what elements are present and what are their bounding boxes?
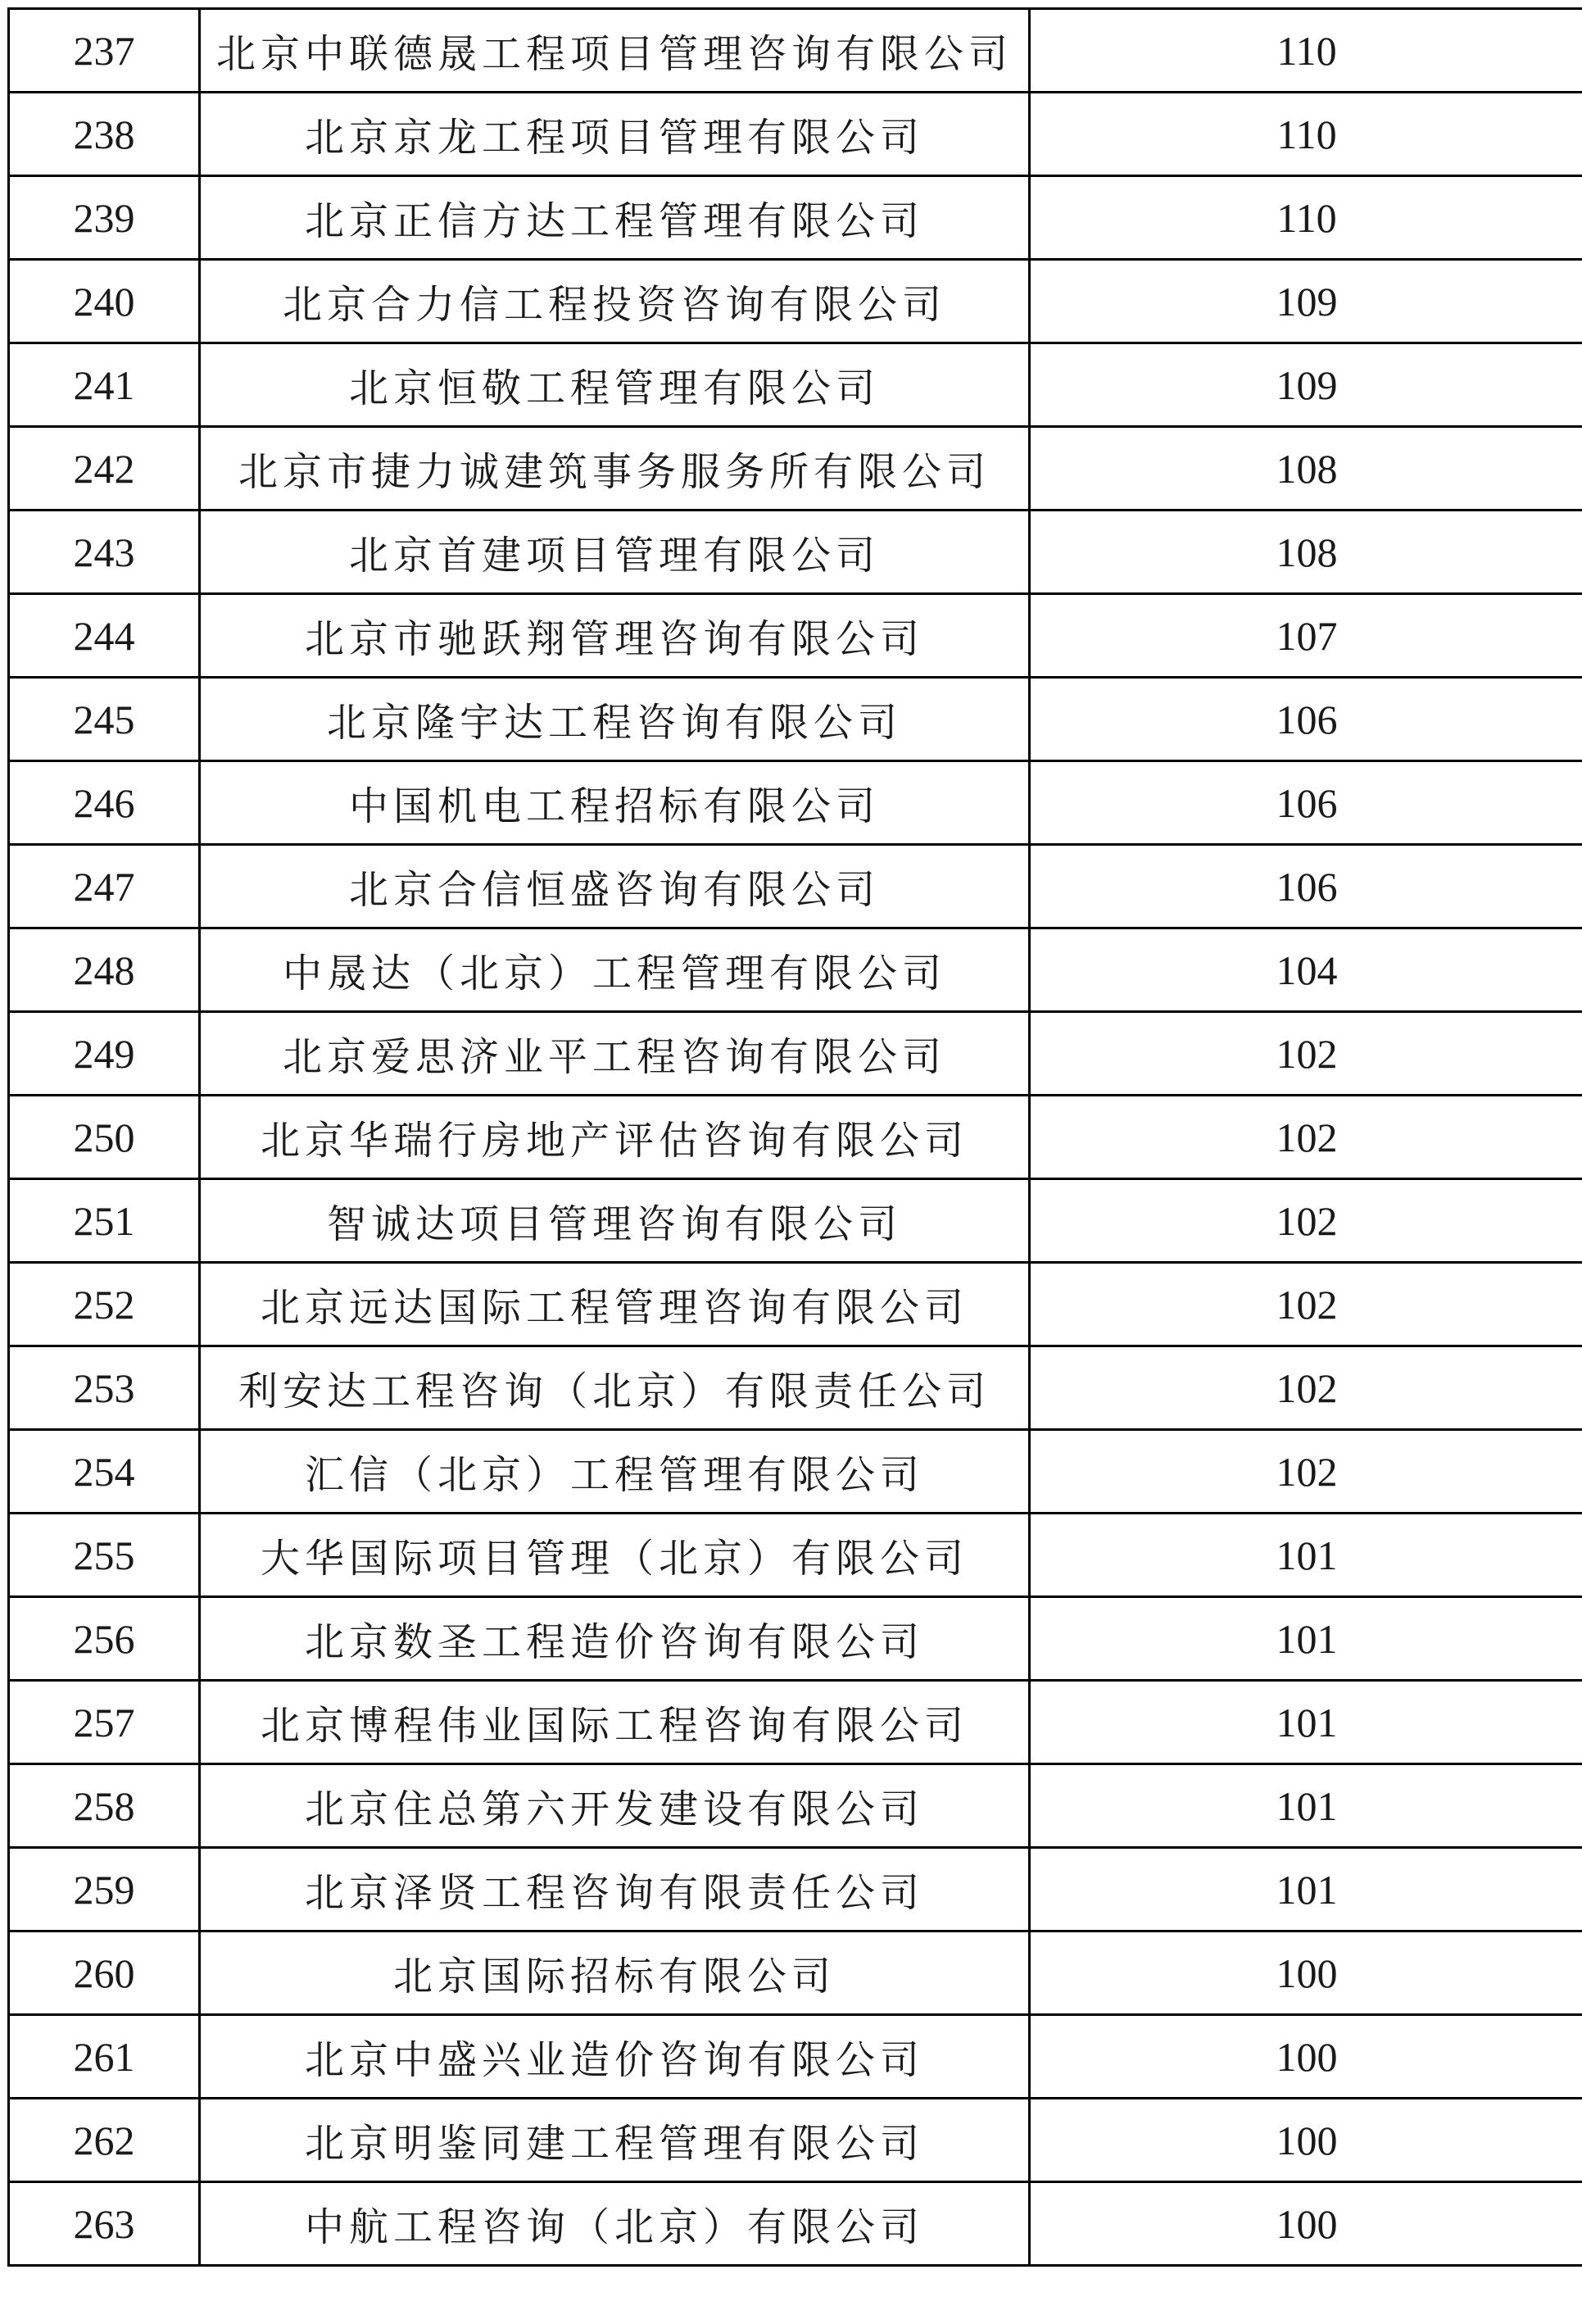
- table-row: [9, 511, 1582, 594]
- score-cell: 110: [1030, 9, 1582, 93]
- company-name-cell: 利安达工程咨询（北京）有限责任公司: [200, 1346, 1030, 1430]
- rank-cell: 257: [9, 1681, 200, 1764]
- rank-cell: 250: [9, 1096, 200, 1179]
- score-cell: 102: [1030, 1096, 1582, 1179]
- company-name-cell: 北京市驰跃翔管理咨询有限公司: [200, 594, 1030, 678]
- rank-cell: 258: [9, 1764, 200, 1848]
- score-cell: 110: [1030, 176, 1582, 260]
- score-cell: 101: [1030, 1681, 1582, 1764]
- company-name-cell: 北京数圣工程造价咨询有限公司: [200, 1597, 1030, 1681]
- table-row: [9, 1764, 1582, 1848]
- table-row: [9, 260, 1582, 343]
- table-row: [9, 928, 1582, 1012]
- rank-cell: 242: [9, 427, 200, 511]
- score-cell: 109: [1030, 260, 1582, 343]
- score-cell: 101: [1030, 1848, 1582, 1931]
- table-row: [9, 427, 1582, 511]
- company-name-cell: 北京明鉴同建工程管理有限公司: [200, 2099, 1030, 2182]
- score-cell: 102: [1030, 1012, 1582, 1096]
- company-name-cell: 中晟达（北京）工程管理有限公司: [200, 928, 1030, 1012]
- company-name-cell: 北京泽贤工程咨询有限责任公司: [200, 1848, 1030, 1931]
- table-row: [9, 1012, 1582, 1096]
- company-name-cell: 北京正信方达工程管理有限公司: [200, 176, 1030, 260]
- company-name-cell: 中国机电工程招标有限公司: [200, 761, 1030, 845]
- ranking-table-container: [7, 7, 1575, 2267]
- table-row: [9, 1179, 1582, 1263]
- rank-cell: 244: [9, 594, 200, 678]
- rank-cell: 256: [9, 1597, 200, 1681]
- rank-cell: 237: [9, 9, 200, 93]
- table-row: [9, 594, 1582, 678]
- rank-cell: 255: [9, 1514, 200, 1597]
- rank-cell: 240: [9, 260, 200, 343]
- table-row: [9, 93, 1582, 176]
- company-name-cell: 北京隆宇达工程咨询有限公司: [200, 678, 1030, 761]
- company-name-cell: 北京合力信工程投资咨询有限公司: [200, 260, 1030, 343]
- company-name-cell: 北京国际招标有限公司: [200, 1931, 1030, 2015]
- company-name-cell: 北京华瑞行房地产评估咨询有限公司: [200, 1096, 1030, 1179]
- company-name-cell: 北京博程伟业国际工程咨询有限公司: [200, 1681, 1030, 1764]
- company-name-cell: 北京爱思济业平工程咨询有限公司: [200, 1012, 1030, 1096]
- table-row: [9, 1514, 1582, 1597]
- rank-cell: 246: [9, 761, 200, 845]
- company-name-cell: 北京住总第六开发建设有限公司: [200, 1764, 1030, 1848]
- score-cell: 106: [1030, 845, 1582, 928]
- rank-cell: 254: [9, 1430, 200, 1514]
- table-row: [9, 343, 1582, 427]
- score-cell: 100: [1030, 1931, 1582, 2015]
- company-name-cell: 汇信（北京）工程管理有限公司: [200, 1430, 1030, 1514]
- score-cell: 102: [1030, 1179, 1582, 1263]
- score-cell: 101: [1030, 1764, 1582, 1848]
- score-cell: 104: [1030, 928, 1582, 1012]
- table-row: [9, 9, 1582, 93]
- score-cell: 102: [1030, 1263, 1582, 1346]
- rank-cell: 262: [9, 2099, 200, 2182]
- rank-cell: 239: [9, 176, 200, 260]
- rank-cell: 245: [9, 678, 200, 761]
- score-cell: 101: [1030, 1597, 1582, 1681]
- table-row: [9, 1848, 1582, 1931]
- table-row: [9, 678, 1582, 761]
- rank-cell: 261: [9, 2015, 200, 2099]
- score-cell: 106: [1030, 678, 1582, 761]
- score-cell: 102: [1030, 1430, 1582, 1514]
- rank-cell: 241: [9, 343, 200, 427]
- table-row: [9, 1096, 1582, 1179]
- score-cell: 107: [1030, 594, 1582, 678]
- company-name-cell: 北京市捷力诚建筑事务服务所有限公司: [200, 427, 1030, 511]
- table-row: [9, 176, 1582, 260]
- table-row: [9, 1263, 1582, 1346]
- company-name-cell: 智诚达项目管理咨询有限公司: [200, 1179, 1030, 1263]
- rank-cell: 238: [9, 93, 200, 176]
- rank-cell: 248: [9, 928, 200, 1012]
- rank-cell: 263: [9, 2182, 200, 2266]
- table-row: [9, 761, 1582, 845]
- ranking-table: [7, 7, 1582, 2267]
- rank-cell: 252: [9, 1263, 200, 1346]
- company-name-cell: 中航工程咨询（北京）有限公司: [200, 2182, 1030, 2266]
- rank-cell: 260: [9, 1931, 200, 2015]
- company-name-cell: 北京中盛兴业造价咨询有限公司: [200, 2015, 1030, 2099]
- score-cell: 100: [1030, 2015, 1582, 2099]
- table-row: [9, 1430, 1582, 1514]
- score-cell: 109: [1030, 343, 1582, 427]
- rank-cell: 253: [9, 1346, 200, 1430]
- score-cell: 100: [1030, 2099, 1582, 2182]
- score-cell: 110: [1030, 93, 1582, 176]
- score-cell: 108: [1030, 427, 1582, 511]
- company-name-cell: 北京合信恒盛咨询有限公司: [200, 845, 1030, 928]
- rank-cell: 243: [9, 511, 200, 594]
- score-cell: 102: [1030, 1346, 1582, 1430]
- company-name-cell: 北京中联德晟工程项目管理咨询有限公司: [200, 9, 1030, 93]
- score-cell: 101: [1030, 1514, 1582, 1597]
- company-name-cell: 北京首建项目管理有限公司: [200, 511, 1030, 594]
- company-name-cell: 北京京龙工程项目管理有限公司: [200, 93, 1030, 176]
- company-name-cell: 北京恒敬工程管理有限公司: [200, 343, 1030, 427]
- rank-cell: 259: [9, 1848, 200, 1931]
- score-cell: 100: [1030, 2182, 1582, 2266]
- table-row: [9, 1931, 1582, 2015]
- rank-cell: 247: [9, 845, 200, 928]
- company-name-cell: 大华国际项目管理（北京）有限公司: [200, 1514, 1030, 1597]
- table-row: [9, 1346, 1582, 1430]
- table-row: [9, 2182, 1582, 2266]
- rank-cell: 251: [9, 1179, 200, 1263]
- ranking-table-body: [9, 9, 1582, 2266]
- score-cell: 108: [1030, 511, 1582, 594]
- table-row: [9, 1597, 1582, 1681]
- table-row: [9, 845, 1582, 928]
- rank-cell: 249: [9, 1012, 200, 1096]
- table-row: [9, 2099, 1582, 2182]
- table-row: [9, 2015, 1582, 2099]
- score-cell: 106: [1030, 761, 1582, 845]
- table-row: [9, 1681, 1582, 1764]
- company-name-cell: 北京远达国际工程管理咨询有限公司: [200, 1263, 1030, 1346]
